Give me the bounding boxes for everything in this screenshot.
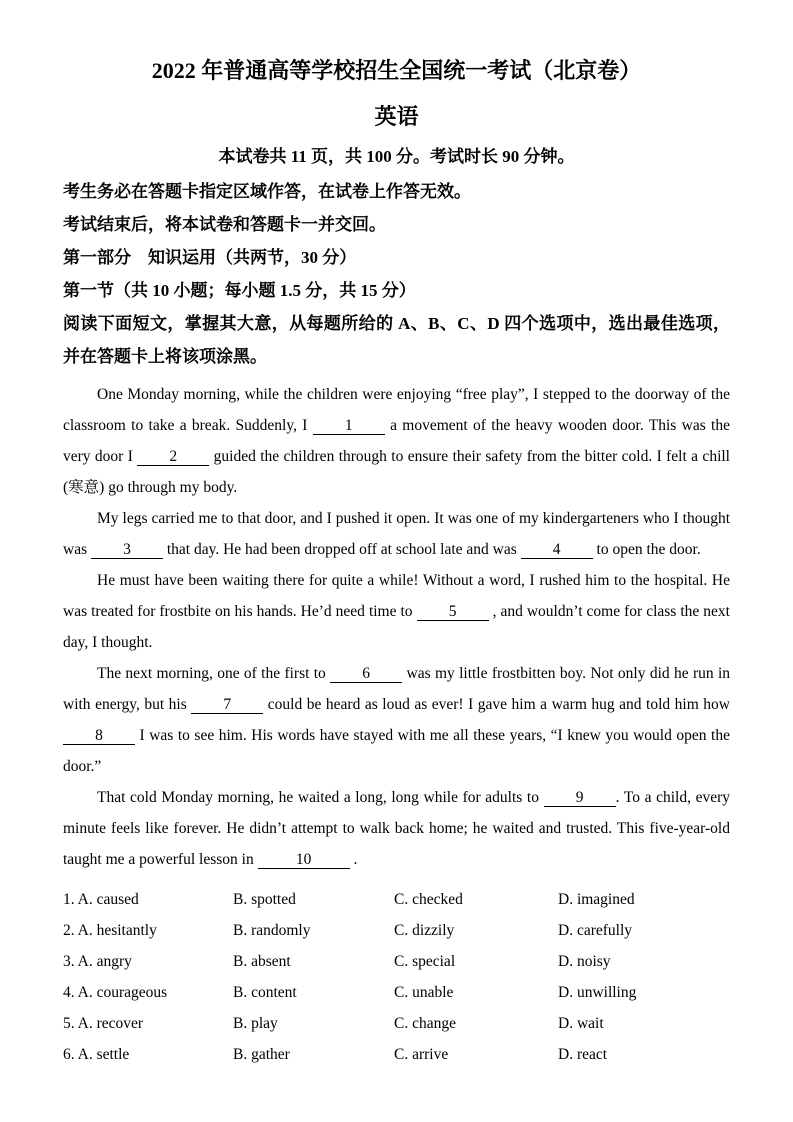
- section-heading: 第一部分 知识运用（共两节，30 分）: [63, 248, 357, 267]
- option-4-B: B. content: [233, 984, 297, 1001]
- cloze-blank-8: 8: [63, 727, 135, 745]
- option-5-B: B. play: [233, 1015, 278, 1032]
- option-3-B: B. absent: [233, 953, 291, 970]
- option-6-C: C. arrive: [394, 1046, 449, 1063]
- cloze-blank-10: 10: [258, 851, 350, 869]
- question-row-4: [63, 977, 730, 1008]
- options-table: [63, 884, 730, 1070]
- passage-paragraph: He must have been waiting there for quite a while! Without a word, I rushed him to the hospital. He was treated for frostbite on his hands. He’d need time to 5 , and wouldn’t come for class the next day, I thought.: [63, 572, 730, 651]
- option-6-A: 6. A. settle: [63, 1046, 130, 1063]
- cloze-blank-9: 9: [544, 789, 616, 807]
- cloze-blank-5: 5: [417, 603, 489, 621]
- question-row-1: [63, 884, 730, 915]
- doc-title: 2022 年普通高等学校招生全国统一考试（北京卷）: [151, 58, 642, 83]
- exam-notices-block: [63, 175, 730, 373]
- option-2-D: D. carefully: [558, 922, 633, 939]
- passage-paragraph: One Monday morning, while the children were enjoying “free play”, I stepped to the doorway of the classroom to take a break. Suddenly, I 1 a movement of the heavy wooden door. This was the very door I 2 guided the children through to ensure their safety from the bitter cold. I felt a chill (寒意) go through my body.: [63, 386, 730, 496]
- cloze-passage: [63, 379, 730, 875]
- option-4-A: 4. A. courageous: [63, 984, 168, 1001]
- cloze-blank-4: 4: [521, 541, 593, 559]
- exam-info-line: 本试卷共 11 页，共 100 分。考试时长 90 分钟。: [218, 147, 575, 166]
- option-1-B: B. spotted: [233, 891, 296, 908]
- option-5-D: D. wait: [558, 1015, 604, 1032]
- option-6-D: D. react: [558, 1046, 608, 1063]
- option-1-A: 1. A. caused: [63, 891, 139, 908]
- question-row-2: [63, 915, 730, 946]
- option-5-C: C. change: [394, 1015, 456, 1032]
- cloze-blank-6: 6: [330, 665, 402, 683]
- option-3-A: 3. A. angry: [63, 953, 132, 970]
- subsection-heading: 第一节（共 10 小题；每小题 1.5 分，共 15 分）: [63, 281, 416, 300]
- question-row-5: [63, 1008, 730, 1039]
- question-row-3: [63, 946, 730, 977]
- notice-answer-sheet: 考生务必在答题卡指定区域作答，在试卷上作答无效。: [63, 182, 471, 201]
- notice-return-paper: 考试结束后，将本试卷和答题卡一并交回。: [63, 215, 386, 234]
- passage-paragraph: My legs carried me to that door, and I pushed it open. It was one of my kindergarteners who I thought was 3 that day. He had been dropped off at school late and was 4 to open the door.: [63, 510, 730, 558]
- question-row-6: [63, 1039, 730, 1070]
- option-5-A: 5. A. recover: [63, 1015, 144, 1032]
- option-2-C: C. dizzily: [394, 922, 455, 939]
- passage-paragraph: The next morning, one of the first to 6 was my little frostbitten boy. Not only did he run in with energy, but his 7 could be heard as loud as ever! I gave him a warm hug and told him how 8 I was to see him. His words have stayed with me all these years, “I knew you would open the door.”: [63, 665, 730, 775]
- option-4-C: C. unable: [394, 984, 454, 1001]
- option-1-D: D. imagined: [558, 891, 635, 908]
- option-2-A: 2. A. hesitantly: [63, 922, 157, 939]
- cloze-blank-2: 2: [137, 448, 209, 466]
- option-6-B: B. gather: [233, 1046, 290, 1063]
- option-3-C: C. special: [394, 953, 456, 970]
- cloze-instructions: 阅读下面短文，掌握其大意，从每题所给的 A、B、C、D 四个选项中，选出最佳选项，并在答题卡上将该项涂黑。: [63, 314, 730, 366]
- doc-subject: 英语: [374, 104, 419, 129]
- cloze-blank-1: 1: [313, 417, 385, 435]
- cloze-blank-3: 3: [91, 541, 163, 559]
- option-2-B: B. randomly: [233, 922, 311, 939]
- passage-paragraph: That cold Monday morning, he waited a long, long while for adults to 9 . To a child, every minute feels like forever. He didn’t attempt to walk back home; he waited and trusted. This five-year-old taught me a powerful lesson in 10 .: [63, 789, 730, 868]
- option-4-D: D. unwilling: [558, 984, 637, 1001]
- cloze-blank-7: 7: [191, 696, 263, 714]
- option-3-D: D. noisy: [558, 953, 611, 970]
- option-1-C: C. checked: [394, 891, 463, 908]
